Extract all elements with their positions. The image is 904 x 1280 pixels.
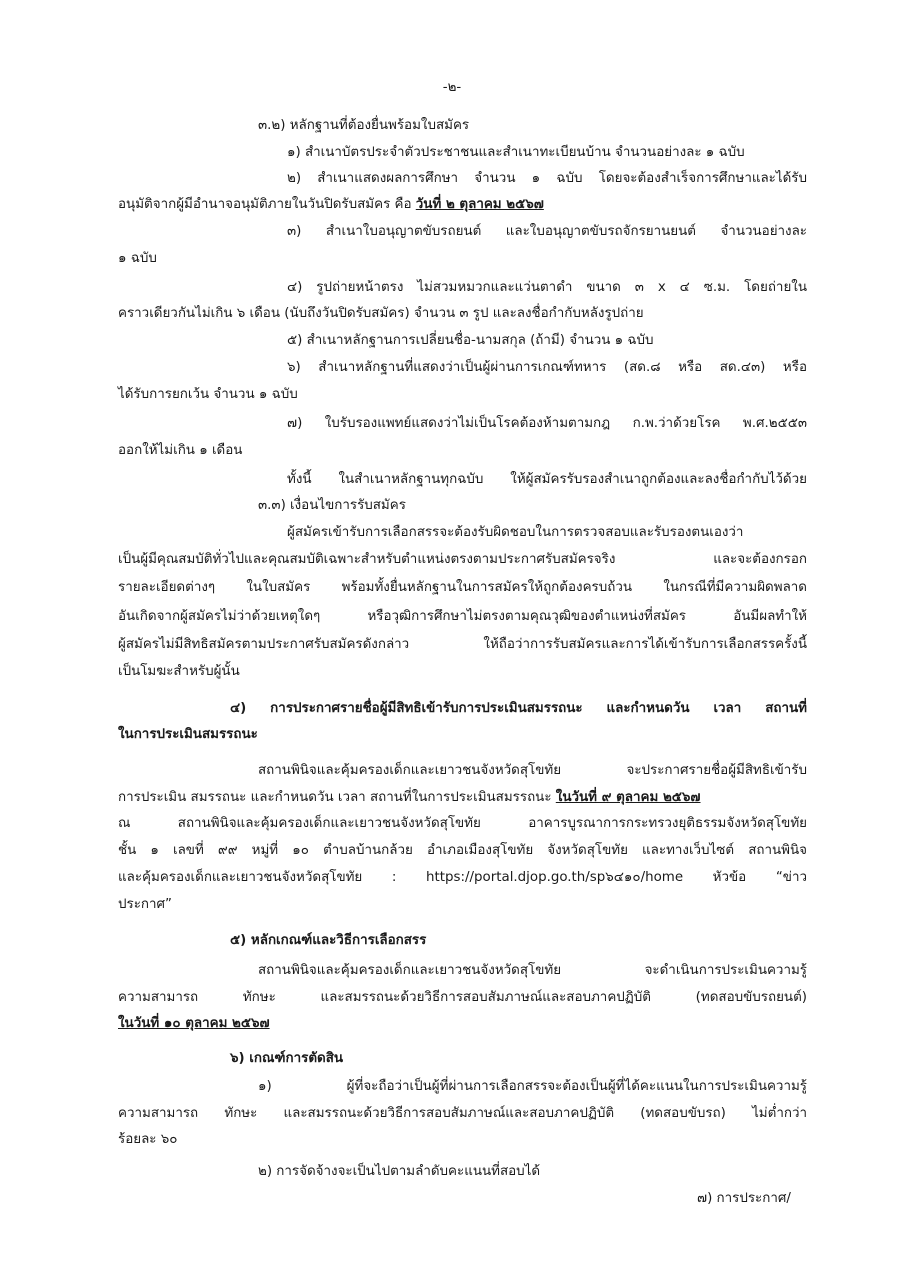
page-number: -๒- [442, 80, 462, 95]
section-3-3-heading: ๓.๓) เงื่อนไขการรับสมัคร [258, 498, 406, 513]
criteria-item-1-line-2: ความสามารถ ทักษะ และสมรรถนะด้วยวิธีการสอบสัมภาษณ์และสอบภาคปฏิบัติ (ทดสอบขับรถ) ไม่ต่ำกว่า [118, 1106, 807, 1121]
conditions-line-3: รายละเอียดต่างๆ ในใบสมัคร พร้อมทั้งยื่นหลักฐานในการสมัครให้ถูกต้องครบถ้วน ในกรณีที่มีความผิดพลาด [118, 580, 807, 595]
criteria-item-2: ๒) การจัดจ้างจะเป็นไปตามลำดับคะแนนที่สอบได้ [258, 1164, 541, 1179]
doc-item-6-line-2: ได้รับการยกเว้น จำนวน ๑ ฉบับ [118, 387, 298, 402]
doc-item-3-line-1: ๓) สำเนาใบอนุญาตขับรถยนต์ และใบอนุญาตขับรถจักรยานยนต์ จำนวนอย่างละ [287, 224, 807, 239]
selection-line-2: ความสามารถ ทักษะ และสมรรถนะด้วยวิธีการสอบสัมภาษณ์และสอบภาคปฏิบัติ (ทดสอบขับรถยนต์) [118, 990, 807, 1005]
conditions-line-4: อันเกิดจากผู้สมัครไม่ว่าด้วยเหตุใดๆ หรือวุฒิการศึกษาไม่ตรงตามคุณวุฒิของตำแหน่งที่สมัคร อันมีผลทำให้ [118, 609, 807, 624]
conditions-line-6: เป็นโมฆะสำหรับผู้นั้น [118, 664, 240, 679]
section-5-heading: ๕) หลักเกณฑ์และวิธีการเลือกสรร [230, 933, 427, 948]
doc-item-3-line-2: ๑ ฉบับ [118, 251, 157, 266]
doc-item-7-line-1: ๗) ใบรับรองแพทย์แสดงว่าไม่เป็นโรคต้องห้ามตามกฎ ก.พ.ว่าด้วยโรค พ.ศ.๒๕๕๓ [287, 416, 807, 431]
conditions-line-2: เป็นผู้มีคุณสมบัติทั่วไปและคุณสมบัติเฉพาะสำหรับตำแหน่งตรงตามประกาศรับสมัครจริง และจะต้องกรอก [118, 552, 807, 567]
continuation-marker: ๗) การประกาศ/ [697, 1191, 791, 1206]
doc-item-6-line-1: ๖) สำเนาหลักฐานที่แสดงว่าเป็นผู้ผ่านการเกณฑ์ทหาร (สด.๘ หรือ สด.๔๓) หรือ [287, 360, 807, 375]
announcement-line-4: ชั้น ๑ เลขที่ ๙๙ หมู่ที่ ๑๐ ตำบลบ้านกล้วย อำเภอเมืองสุโขทัย จังหวัดสุโขทัย และทางเว็บไซต์ สถานพินิจ [118, 843, 807, 858]
announcement-line-2 [118, 788, 701, 808]
announcement-line-3: ณ สถานพินิจและคุ้มครองเด็กและเยาวชนจังหวัดสุโขทัย อาคารบูรณาการกระทรวงยุติธรรมจังหวัดสุโขทัย [118, 816, 807, 831]
criteria-item-1-line-3: ร้อยละ ๖๐ [118, 1132, 178, 1147]
doc-item-5: ๕) สำเนาหลักฐานการเปลี่ยนชื่อ-นามสกุล (ถ้ามี) จำนวน ๑ ฉบับ [287, 333, 654, 348]
section-4-heading-line-1: ๔) การประกาศรายชื่อผู้มีสิทธิเข้ารับการประเมินสมรรถนะ และกำหนดวัน เวลา สถานที่ [230, 701, 807, 716]
criteria-item-1-line-1: ๑) ผู้ที่จะถือว่าเป็นผู้ที่ผ่านการเลือกสรรจะต้องเป็นผู้ที่ได้คะแนนในการประเมินความรู้ [258, 1079, 807, 1094]
doc-item-4-line-1: ๔) รูปถ่ายหน้าตรง ไม่สวมหมวกและแว่นตาดำ ขนาด ๓ x ๔ ซ.ม. โดยถ่ายใน [287, 280, 807, 295]
doc-item-2-text: อนุมัติจากผู้มีอำนาจอนุมัติภายในวันปิดรับสมัคร คือ [118, 197, 416, 212]
announcement-line-5: และคุ้มครองเด็กและเยาวชนจังหวัดสุโขทัย : https://portal.djop.go.th/sp๖๔๑๐/home หัวข้อ “ข่าว [118, 870, 807, 885]
announcement-line-6: ประกาศ” [118, 897, 172, 912]
application-close-date: วันที่ ๒ ตุลาคม ๒๕๖๗ [415, 197, 544, 212]
selection-date: ในวันที่ ๑๐ ตุลาคม ๒๕๖๗ [118, 1016, 270, 1031]
copy-certification-note: ทั้งนี้ ในสำเนาหลักฐานทุกฉบับ ให้ผู้สมัครรับรองสำเนาถูกต้องและลงชื่อกำกับไว้ด้วย [287, 472, 807, 487]
doc-item-2-line-2 [118, 195, 544, 215]
doc-item-7-line-2: ออกให้ไม่เกิน ๑ เดือน [118, 443, 243, 458]
announcement-date: ในวันที่ ๙ ตุลาคม ๒๕๖๗ [555, 790, 701, 805]
section-4-heading-line-2: ในการประเมินสมรรถนะ [118, 727, 258, 742]
conditions-line-1: ผู้สมัครเข้ารับการเลือกสรรจะต้องรับผิดชอบในการตรวจสอบและรับรองตนเองว่า [287, 525, 744, 540]
doc-item-2-line-1: ๒) สำเนาแสดงผลการศึกษา จำนวน ๑ ฉบับ โดยจะต้องสำเร็จการศึกษาและได้รับ [287, 171, 807, 186]
announcement-line-2-text: การประเมิน สมรรถนะ และกำหนดวัน เวลา สถานที่ในการประเมินสมรรถนะ [118, 790, 556, 805]
doc-item-4-line-2: คราวเดียวกันไม่เกิน ๖ เดือน (นับถึงวันปิดรับสมัคร) จำนวน ๓ รูป และลงชื่อกำกับหลังรูปถ่าย [118, 306, 644, 321]
announcement-line-1: สถานพินิจและคุ้มครองเด็กและเยาวชนจังหวัดสุโขทัย จะประกาศรายชื่อผู้มีสิทธิเข้ารับ [258, 763, 807, 778]
section-6-heading: ๖) เกณฑ์การตัดสิน [230, 1051, 344, 1066]
selection-line-1: สถานพินิจและคุ้มครองเด็กและเยาวชนจังหวัดสุโขทัย จะดำเนินการประเมินความรู้ [258, 963, 807, 978]
section-3-2-heading: ๓.๒) หลักฐานที่ต้องยื่นพร้อมใบสมัคร [258, 118, 470, 133]
doc-item-1: ๑) สำเนาบัตรประจำตัวประชาชนและสำเนาทะเบียนบ้าน จำนวนอย่างละ ๑ ฉบับ [287, 145, 745, 160]
conditions-line-5: ผู้สมัครไม่มีสิทธิสมัครตามประกาศรับสมัครดังกล่าว ให้ถือว่าการรับสมัครและการได้เข้ารับการเลือกสรรครั้งนี้ [118, 637, 807, 652]
